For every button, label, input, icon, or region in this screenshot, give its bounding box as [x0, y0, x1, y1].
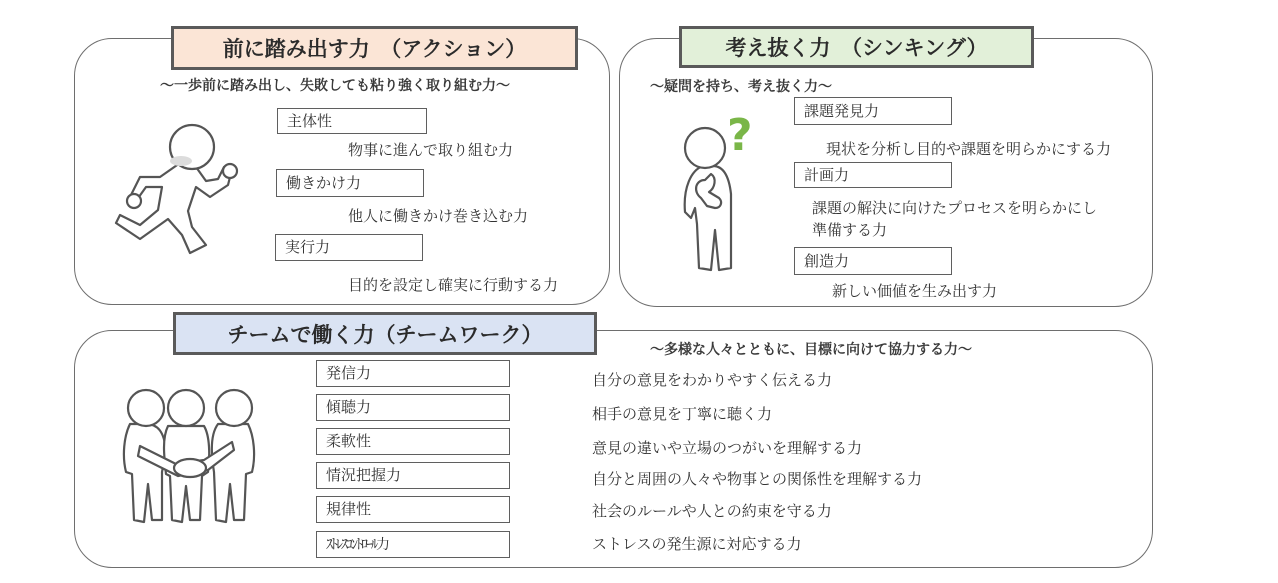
teamwork-item-box: 情況把握力	[316, 462, 510, 489]
teamwork-item-box: ｽﾄﾚｽｺﾝﾄﾛｰﾙ力	[316, 531, 510, 558]
thinking-item-desc: 新しい価値を生み出す力	[832, 282, 998, 300]
thinking-title: 考え抜く力 （シンキング）	[679, 26, 1034, 68]
thinking-item-desc: 準備する力	[812, 221, 888, 239]
teamwork-item-desc: 意見の違いや立場のつがいを理解する力	[592, 439, 863, 457]
action-title: 前に踏み出す力 （アクション）	[171, 26, 578, 70]
thinking-item-box: 計画力	[794, 162, 952, 188]
teamwork-item-desc: ストレスの発生源に対応する力	[592, 535, 802, 553]
thinking-item-box: 課題発見力	[794, 97, 952, 125]
teamwork-item-box: 発信力	[316, 360, 510, 387]
thinking-item-desc: 課題の解決に向けたプロセスを明らかにし	[812, 199, 1098, 217]
action-item-box: 働きかけ力	[276, 169, 424, 197]
team-hands-icon	[116, 380, 266, 530]
teamwork-item-box: 傾聴力	[316, 394, 510, 421]
thinking-item-box: 創造力	[794, 247, 952, 275]
teamwork-subtitle: ～多様な人々とともに、目標に向けて協力する力～	[650, 342, 972, 358]
action-item-desc: 他人に働きかけ巻き込む力	[348, 207, 529, 225]
action-item-box: 実行力	[275, 234, 423, 261]
teamwork-title: チームで働く力（チームワーク）	[173, 312, 597, 355]
teamwork-item-desc: 相手の意見を丁寧に聴く力	[592, 405, 773, 423]
running-person-icon	[110, 115, 260, 265]
action-item-box: 主体性	[277, 108, 427, 134]
thinking-subtitle: ～疑問を持ち、考え抜く力～	[650, 79, 832, 95]
action-item-desc: 物事に進んで取り組む力	[348, 141, 514, 159]
teamwork-item-box: 柔軟性	[316, 428, 510, 455]
teamwork-item-box: 規律性	[316, 496, 510, 523]
teamwork-item-desc: 自分の意見をわかりやすく伝える力	[592, 371, 833, 389]
action-item-desc: 目的を設定し確実に行動する力	[348, 276, 559, 294]
question-mark-icon: ?	[727, 110, 753, 161]
action-subtitle: ～一歩前に踏み出し、失敗しても粘り強く取り組む力～	[160, 78, 510, 94]
thinking-person-icon	[665, 108, 775, 278]
teamwork-item-desc: 自分と周囲の人々や物事との関係性を理解する力	[592, 470, 923, 488]
teamwork-item-desc: 社会のルールや人との約束を守る力	[592, 502, 832, 520]
thinking-item-desc: 現状を分析し目的や課題を明らかにする力	[826, 140, 1112, 158]
